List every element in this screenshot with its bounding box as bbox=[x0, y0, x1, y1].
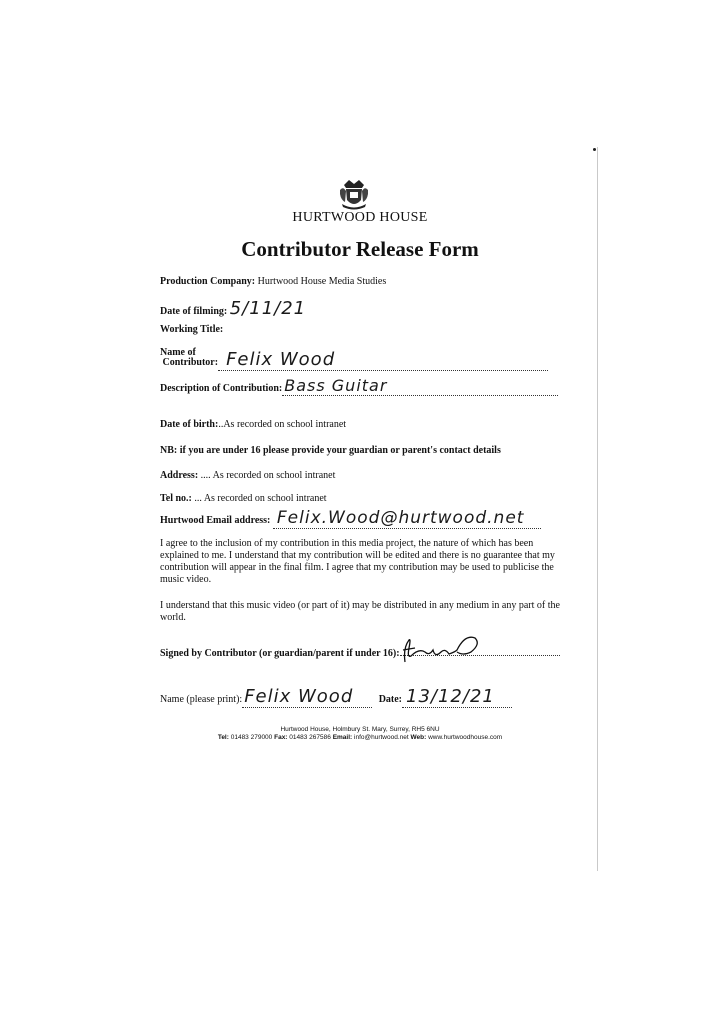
footer-email-label: Email: bbox=[332, 734, 353, 741]
footer-fax: 01483 267586 bbox=[289, 734, 331, 741]
handwritten-signature bbox=[395, 630, 485, 666]
description-value: Bass Guitar bbox=[284, 376, 388, 395]
email-label: Hurtwood Email address: bbox=[160, 515, 271, 526]
footer-tel: 01483 279000 bbox=[230, 734, 273, 741]
contributor-name-row bbox=[160, 344, 548, 371]
footer-tel-label: Tel: bbox=[217, 734, 229, 741]
print-name-value: Felix Wood bbox=[244, 686, 354, 707]
tel-value: ... As recorded on school intranet bbox=[194, 493, 327, 504]
description-label: Description of Contribution: bbox=[160, 383, 283, 394]
distribution-paragraph: I understand that this music video (or part of it) may be distributed in any medium in any part of the world. bbox=[160, 600, 560, 623]
form-title: Contributor Release Form bbox=[241, 237, 479, 261]
scan-mark bbox=[593, 148, 596, 151]
email-row bbox=[160, 508, 541, 529]
address-label: Address: bbox=[160, 470, 199, 481]
nb-guardian-note: NB: if you are under 16 please provide your guardian or parent's contact details bbox=[160, 445, 501, 456]
email-value: Felix.Wood@hurtwood.net bbox=[276, 508, 525, 528]
date-label: Date: bbox=[378, 694, 403, 705]
name-label-line-1: Name of bbox=[160, 347, 196, 358]
signature-row bbox=[160, 648, 560, 659]
working-title-label: Working Title: bbox=[160, 324, 224, 335]
signature-label: Signed by Contributor (or guardian/parent if under 16): bbox=[160, 648, 400, 659]
footer-contacts bbox=[0, 734, 720, 741]
production-company-label: Production Company: bbox=[160, 276, 256, 287]
agreement-paragraph: I agree to the inclusion of my contribution in this media project, the nature of which has been explained to me. I understand that my contribution will be edited and there is no guarantee that my contribution will appear in the final film. I agree that my contribution may be used to publicise the music video. bbox=[160, 538, 555, 585]
date-value: 13/12/21 bbox=[406, 686, 495, 707]
print-name-label: Name (please print): bbox=[160, 694, 243, 705]
production-company-value: Hurtwood House Media Studies bbox=[257, 276, 387, 287]
date-of-filming-label: Date of filming: bbox=[160, 306, 228, 317]
date-of-filming-row bbox=[160, 298, 306, 319]
name-label-line-2: Contributor: bbox=[162, 357, 219, 368]
production-company-row bbox=[160, 276, 386, 287]
tel-row bbox=[160, 493, 327, 504]
address-row bbox=[160, 470, 335, 481]
date-of-birth-row bbox=[160, 419, 346, 430]
footer-web: www.hurtwoodhouse.com bbox=[428, 734, 503, 741]
organization-name: HURTWOOD HOUSE bbox=[292, 210, 428, 225]
tel-label: Tel no.: bbox=[160, 493, 192, 504]
print-name-row bbox=[160, 686, 512, 708]
footer-email: info@hurtwood.net bbox=[354, 734, 409, 741]
address-value: .... As recorded on school intranet bbox=[200, 470, 336, 481]
date-of-filming-value: 5/11/21 bbox=[229, 298, 307, 319]
description-row bbox=[160, 376, 558, 396]
footer-web-label: Web: bbox=[410, 734, 427, 741]
date-of-birth-label: Date of birth: bbox=[160, 419, 219, 430]
working-title-row bbox=[160, 324, 223, 335]
date-of-birth-value: ..As recorded on school intranet bbox=[218, 419, 347, 430]
footer-address: Hurtwood House, Holmbury St. Mary, Surrey, RH5 6NU bbox=[280, 726, 440, 733]
footer-fax-label: Fax: bbox=[274, 734, 288, 741]
contributor-name-value: Felix Wood bbox=[226, 349, 336, 370]
school-crest-icon bbox=[336, 176, 372, 212]
